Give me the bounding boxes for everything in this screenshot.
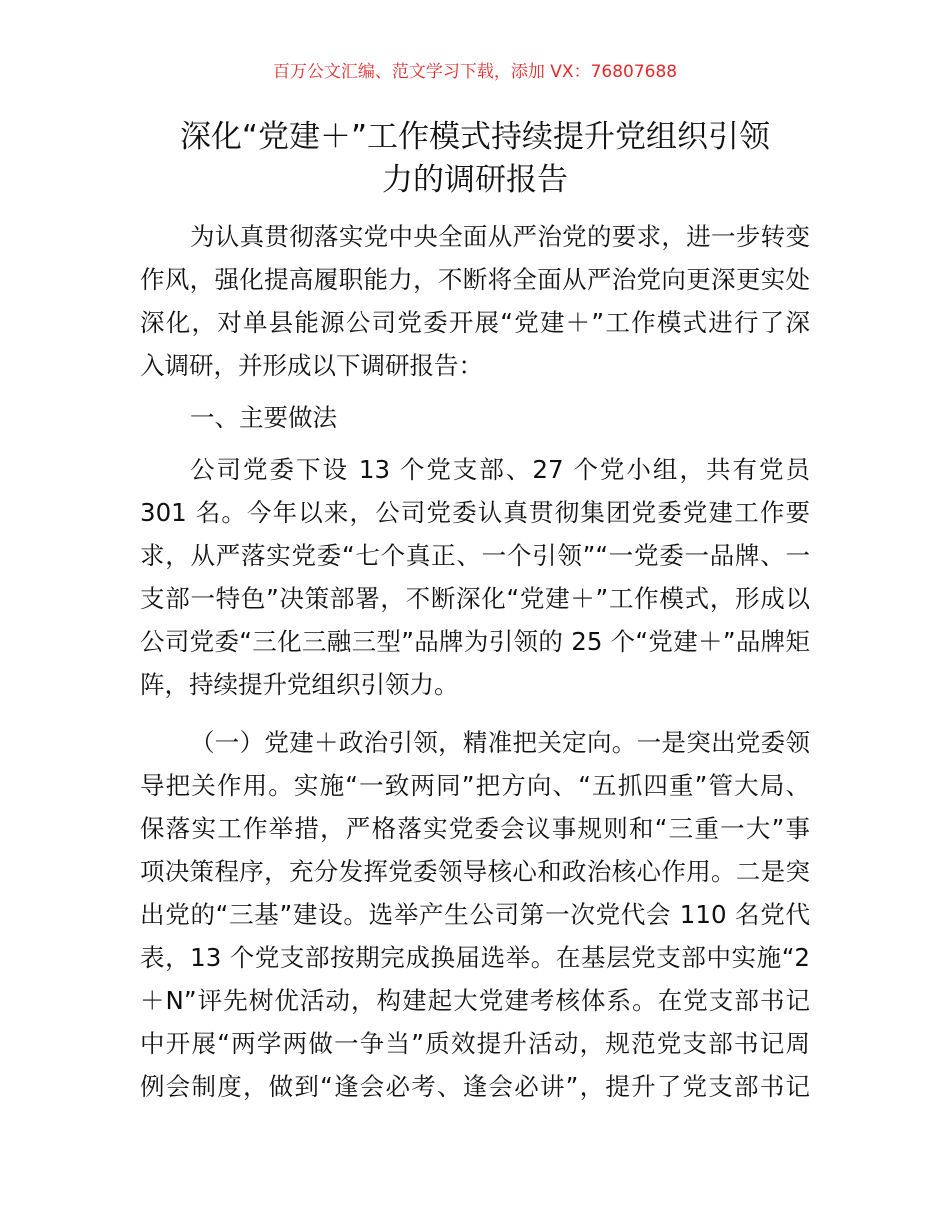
para1-line: 阵，持续提升党组织引领力。: [140, 670, 459, 699]
intro-line: 深化，对单县能源公司党委开展“党建＋”工作模式进行了深: [140, 308, 810, 337]
para2-line: 导把关作用。实施“一致两同”把方向、“五抓四重”管大局、: [140, 771, 810, 800]
para1-line: 支部一特色”决策部署，不断深化“党建＋”工作模式，形成以: [140, 584, 810, 613]
para1-line: 公司党委“三化三融三型”品牌为引领的 25 个“党建＋”品牌矩: [140, 627, 810, 656]
para1-line: 301 名。今年以来，公司党委认真贯彻集团党委党建工作要: [140, 498, 810, 527]
watermark-header: 百万公文汇编、范文学习下载，添加 VX：76807688: [272, 62, 678, 82]
intro-line: 入调研，并形成以下调研报告：: [140, 351, 483, 380]
section-heading: 一、主要做法: [190, 403, 337, 432]
intro-line: 作风，强化提高履职能力，不断将全面从严治党向更深更实处: [140, 265, 810, 294]
intro-line: 为认真贯彻落实党中央全面从严治党的要求，进一步转变: [190, 222, 810, 251]
para2-line: ＋N”评先树优活动，构建起大党建考核体系。在党支部书记: [140, 986, 810, 1015]
para2-line: 中开展“两学两做一争当”质效提升活动，规范党支部书记周: [140, 1029, 810, 1058]
para2-line: 出党的“三基”建设。选举产生公司第一次党代会 110 名党代: [140, 900, 810, 929]
para2-line: 保落实工作举措，严格落实党委会议事规则和“三重一大”事: [140, 814, 810, 843]
para2-line: 表，13 个党支部按期完成换届选举。在基层党支部中实施“2: [140, 943, 810, 972]
para2-line: 项决策程序，充分发挥党委领导核心和政治核心作用。二是突: [140, 857, 810, 886]
para2-line: 例会制度，做到“逢会必考、逢会必讲”，提升了党支部书记: [140, 1072, 810, 1101]
para1-line: 求，从严落实党委“七个真正、一个引领”“一党委一品牌、一: [140, 541, 810, 570]
document-title-line-1: 深化“党建＋”工作模式持续提升党组织引领: [179, 119, 771, 155]
para2-line: （一）党建＋政治引领，精准把关定向。一是突出党委领: [190, 728, 810, 757]
para1-line: 公司党委下设 13 个党支部、27 个党小组，共有党员: [190, 455, 810, 484]
document-title-line-2: 力的调研报告: [382, 162, 568, 198]
